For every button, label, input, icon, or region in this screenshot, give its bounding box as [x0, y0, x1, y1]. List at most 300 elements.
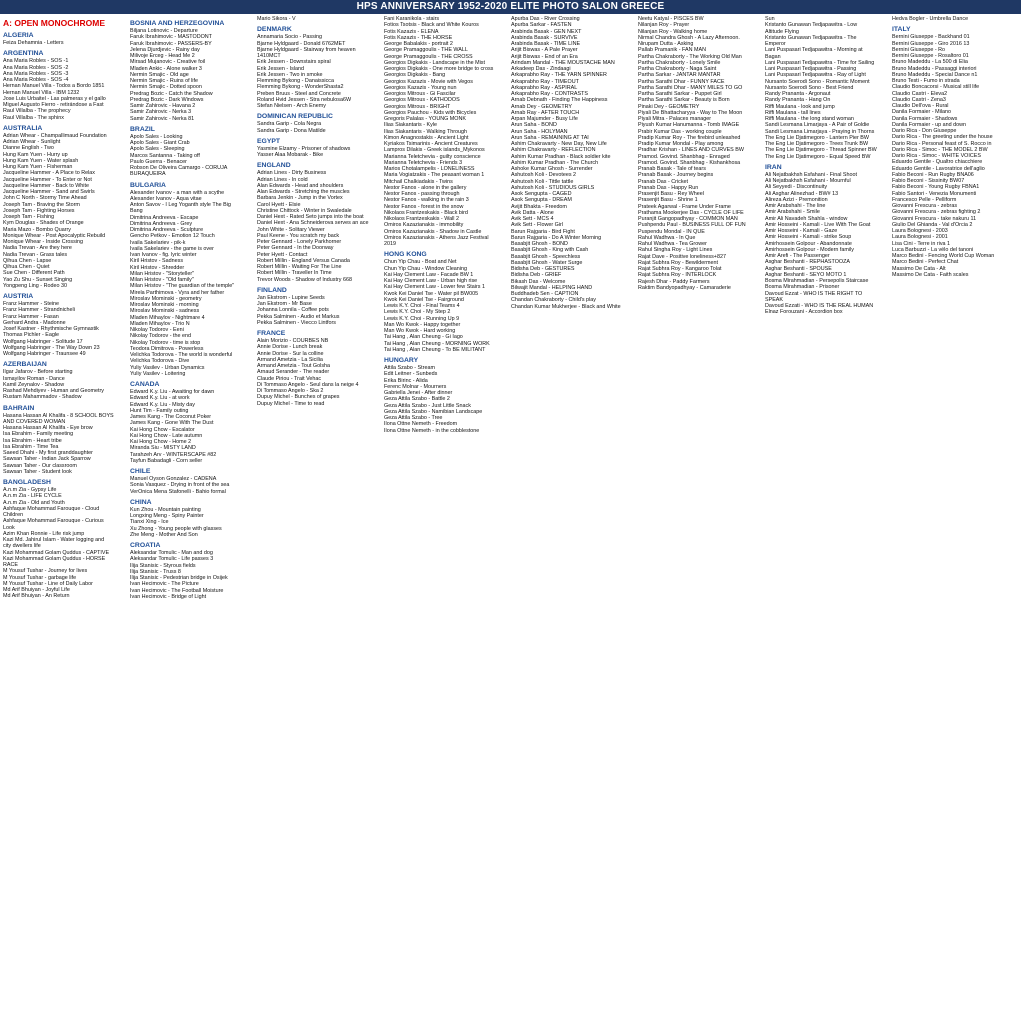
entry-line: Isa Ebrahim - Heart tribe	[3, 437, 62, 444]
entry-line: Ana Maria Robles - SOS -3	[3, 70, 69, 77]
entry-line: Adrian Whear - Champallimaud Foundation	[3, 132, 107, 139]
entry-line: Amir Hosseini - Kamali - Live With The Goat	[765, 221, 871, 228]
entry-line: Hunt Tim - Family outing	[130, 407, 189, 414]
entry-line: Zhe Meng - Mother And Son	[130, 531, 198, 538]
country-heading: CANADA	[130, 381, 160, 388]
entry-line: Bidisha Deb - GESTURES	[511, 266, 575, 272]
entry-line: Adrian Lines - Dirty Business	[257, 170, 327, 177]
entry-line: Arijit Biswas - End of an Era	[511, 53, 578, 60]
entry-line: Monique Whear - Inside Crossing	[3, 239, 83, 245]
entry-line: Pranab Das - Cricket	[638, 178, 689, 185]
entry-line: Georgios Digkakis - Bang	[384, 72, 446, 79]
entry-line: Ivan Hecimovic - The Picture	[130, 581, 199, 588]
entry-line: Di Tommaso Angelo - Seul dans la neige 4	[257, 381, 359, 388]
entry-line: Kazi Mohammad Golam Quddus - HORSE	[3, 555, 106, 562]
country-heading: FINLAND	[257, 286, 287, 294]
entry-line: Erik Jessen - Island	[257, 65, 305, 72]
entry-line: Pramod. Govind. Shanbhag - Kishankhosa	[638, 159, 741, 166]
entry-line: Lewis K.Y. Choi - Running Up 9	[384, 315, 460, 322]
country-heading: HONG KONG	[384, 251, 427, 259]
entry-line: Partha Sarathi Dhar - MANY MILES TO GO	[638, 84, 743, 91]
entry-line: Wolfgang Habringer - The Way Down 23	[3, 344, 100, 351]
entry-line: Sawsan Taher - Student look	[3, 468, 72, 475]
entry-line: Bikash Das - Welcome	[511, 278, 566, 285]
entry-line: Ilona Ottne Nemeth - in the cobblestone	[384, 427, 480, 434]
entry-line: Kyriakos Tsimarinis - Ancient Creatures	[384, 141, 478, 147]
entry-line: Nadia Trevan - Are they here	[3, 245, 72, 252]
entry-line: Kai Hay Clement Law - Urban high rise	[384, 278, 478, 284]
entry-line: Lani Puspasari Tedjapawitra - Ray of Light	[765, 72, 866, 79]
entry-line: Raul Villalba - The prophecy	[3, 108, 71, 115]
entry-line: Jose Luis Urbaitel - Las palmeras y el gallo	[3, 95, 106, 102]
entry-line: Ashim Chakravarty - REFLECTION	[511, 147, 596, 154]
entry-line: Kai Hong Chow - Home 2	[130, 439, 192, 445]
entry-line: Kai Hong Chow - Late autumn	[130, 432, 203, 439]
entry-line: Hernan Manuel Villa - IBM 1232	[3, 89, 80, 96]
entry-line: Davoud Ezzati - WHO IS THE REAL HUMAN	[765, 303, 874, 309]
entry-line: Bernini Giuseppe - Giro 2016 13	[892, 40, 970, 47]
entry-line: Mladen Mihaylov - Nightmare 4	[130, 314, 205, 321]
entry-line: Annie Dorise - Lunch break	[257, 344, 323, 351]
entry-line: Avik Datta - Alone	[511, 209, 554, 216]
entry-line: Nursanto Soerodi Sono - Romantic Moment	[765, 78, 870, 85]
entry-line: Kiril Hristov - Shredder	[130, 264, 185, 271]
entry-line: Erik Jessen - Downstairs spiral	[257, 59, 331, 66]
entry-line: Franz Hammer - Steine	[3, 301, 60, 307]
entry-line: Kimon Anagnostakis - Ancient Light	[384, 134, 469, 141]
entry-line: Basabjit Ghosh - BOND	[511, 241, 568, 247]
entry-line: Annie Dorise - Sur la colline	[257, 350, 324, 357]
entry-line: Pekka Salminen - Audio et Markus	[257, 313, 340, 320]
entry-line: Miroslav Mominski - morning	[130, 302, 199, 308]
entry-line: Jacqueline Hammer - Sand and Swirls	[3, 189, 95, 195]
entry-line: Marco Bedini - Perfect Chat	[892, 259, 959, 266]
entry-line: Arkaprabho Ray - THE YARN SPINNER	[511, 72, 607, 79]
entry-line: Sue Chen - Different Path	[3, 270, 65, 277]
entry-line: Nestor Fanos - forest in the snow	[384, 203, 464, 210]
entry-line: Arun Saha - REMAINING AT TAI	[511, 134, 589, 141]
entry-line: Maria Vogiatzakis - The peasant woman 1	[384, 172, 485, 179]
entry-line: Bjarne Hyldgaard - Donald 6762MET	[257, 40, 346, 47]
entry-line: Puspendu Mondal - IN QUE	[638, 228, 705, 235]
entry-line: Robert Millin - Waiting For The Line	[257, 264, 342, 270]
entry-line: Partha Sarathi Sarkar - Puppet Girl	[638, 91, 722, 97]
entry-line: Rahul Wadhwa - Tea Grower	[638, 241, 707, 247]
country-heading: CROATIA	[130, 542, 161, 549]
entry-line: Fotis Kazazis - ELENA	[384, 28, 439, 35]
entry-line: Ana Maria Robles - SOS -4	[3, 77, 69, 83]
entry-line: Arun Saha - BOND	[511, 122, 557, 129]
entry-line: Alan Edwards - Head and shoulders	[257, 182, 344, 189]
entry-line: Nirmal Chandra Ghosh - A Lazy Afternoon.	[638, 34, 740, 41]
entry-line: Aleksandar Tomulic - Life passes 3	[130, 556, 214, 563]
entry-line: The Eng Lie Djatimegoro - Lantern Pier BW	[765, 134, 869, 141]
entry-line: Amir Hosseini - Kamali - strike Soup	[765, 234, 852, 241]
entry-line: Alexander Ivanov - a man with a scythe	[130, 189, 225, 196]
entry-line: Basabjit Ghosh - King with Cash	[511, 247, 589, 254]
entry-line: Chandan Kumar Mukherjee - Black and White	[511, 303, 621, 310]
column-2	[127, 14, 254, 1024]
entry-line: Rajesh Dhar - Paddy Farmers	[638, 278, 710, 285]
entry-line: Samir Zahirovic - Nerka 3	[130, 109, 192, 116]
entry-line: Armand Ametzia - Tout Golsha	[257, 363, 331, 369]
entry-line: Dimitrina Andreeva - Escape	[130, 214, 199, 221]
entry-line: Prasenjit Basu - Shrine 1	[638, 197, 698, 204]
entry-line: Samir Zahirovic - Havana 2	[130, 103, 196, 109]
entry-line: BURAQUEIRA	[130, 171, 166, 178]
entry-line: Ismayilov Roman - Dance	[3, 375, 65, 382]
entry-line: Pushpendu Paul - BUSINESS FULL OF FUN	[638, 222, 746, 229]
entry-line: Saeed Dhahi - My first granddaughter	[3, 450, 93, 456]
entry-line: Lisa Cini - Terre in riva 1	[892, 240, 951, 247]
entry-line: Edward K.y. Liu - Awaiting for dawn	[130, 389, 215, 395]
entry-line: Sun	[765, 16, 775, 22]
entry-line: Rajat Subhra Roy - Bewilderment	[638, 259, 718, 266]
entry-line: Trevor Woods - Shadow of Industry 668	[257, 276, 352, 283]
entry-line: Stefan Nielsen - Arch Enemy	[257, 103, 326, 109]
entry-line: Arabinda Basak - GEN NEXT	[511, 28, 582, 35]
country-heading: AZERBAIJAN	[3, 361, 47, 369]
entry-line: Ilias Siakantaris - Walking Through	[384, 128, 467, 135]
entry-line: Asghar Beshanti - SEYO MOTO 1	[765, 271, 847, 278]
entry-line: Arijit Biswas - A Pale Prayer	[511, 47, 578, 54]
entry-line: Geza Attila Szabo - Tree	[384, 415, 443, 421]
entry-line: Ivan Hecimovic - The Football Moisture	[130, 587, 224, 594]
country-heading: HUNGARY	[384, 357, 419, 364]
entry-line: Asghar Beshanti - SPOUSE	[765, 265, 832, 272]
entry-line: Emperor	[765, 41, 786, 47]
entry-line: Kun Zhou - Mountain painting	[130, 506, 201, 513]
entry-line: Omiros Kazazianakis - Athens Jazz Festival	[384, 234, 489, 241]
entry-line: Bilwajit Mandal - HELPING HAND	[511, 284, 593, 291]
entry-line: SPEAK	[765, 296, 783, 303]
entry-line: Jan Ekstrom - Lupine Seeds	[257, 294, 325, 301]
entry-line: Claudio Boncacorsi - Musical still life	[892, 84, 980, 91]
entry-line: Ashoke Kumar Ghosh - Surrender	[511, 166, 593, 172]
entry-line: George Babalakis - portrait 2	[384, 41, 453, 47]
entry-line: Nadia Trevan - Grass tales	[3, 251, 68, 258]
entry-line: Bruno Madeddu - Passaggi interiori	[892, 65, 977, 72]
entry-line: Mirsad Mujanovic - Creative foil	[130, 59, 206, 66]
entry-line: Ali Nejatbakhsh Esfahani - Mournful	[765, 178, 851, 184]
column-3	[254, 14, 381, 1024]
entry-line: Jacqueline Hammer - Back to White	[3, 182, 89, 189]
entry-line: Bang	[130, 208, 143, 215]
entry-line: Partha Sarkar - JANTAR MANTAR	[638, 72, 721, 79]
entry-line: Fabio Beconi - Sissinity BW07	[892, 178, 965, 184]
entry-line: Lampros Dilakis - Greek islands_Mykonos	[384, 147, 485, 154]
entry-line: Nestor Fanos - walking in the rain 3	[384, 197, 469, 204]
entry-line: Ali Seyyedi - Discontinuity	[765, 184, 828, 191]
entry-line: Attila Szabo - Stream	[384, 365, 435, 371]
entry-line: The Eng Lie Djatimegoro - Thread Spinner BW	[765, 147, 877, 154]
entry-line: Nestor Fanos - passing through	[384, 191, 460, 197]
entry-line: Chun Yip Chau - Boat and Net	[384, 259, 457, 266]
entry-line: Claude Piriou - Trait Vehac	[257, 375, 322, 382]
country-heading: BULGARIA	[130, 181, 166, 189]
entry-line: Qihua Chen - Lapse	[3, 257, 52, 264]
entry-line: Amirhossein Golpour - Modern family	[765, 246, 854, 253]
entry-line: Milan Hristov - "Old family"	[130, 277, 194, 283]
entry-line: Sawsan Taher - Indian Jack Sparrow	[3, 456, 91, 463]
entry-line: Geza Attila Szabo - Battle 2	[384, 396, 450, 403]
entry-line: Faruk Ibrahimovic - PASSERS-BY	[130, 40, 212, 47]
entry-line: Bruno Madeddu - Special Dance n1	[892, 71, 978, 78]
entry-line: Danila Formaier - up and down	[892, 121, 967, 128]
entry-line: Peter Gennard - In the Doorway	[257, 245, 334, 252]
entry-line: Sandi Lesmana Limarjaya - A Pair of Goldie	[765, 122, 870, 129]
entry-line: Claudio Castri - Zena3	[892, 96, 946, 103]
entry-line: Xu Zhong - Young people with glasses	[130, 525, 222, 532]
entry-line: Flemming Bykong - WonderShasta2	[257, 84, 344, 91]
entry-line: Marianna Teletchevia - guilty conscience	[384, 153, 481, 160]
entry-line: Pradip Kumar Mondal - Play among	[638, 141, 724, 147]
entry-line: Nermin Smajic - Old age	[130, 71, 189, 78]
entry-line: Sonia Vasquez - Drying in front of the sea	[130, 482, 230, 489]
entry-line: Milan Hristov - "Storyteller"	[130, 270, 195, 277]
entry-line: Rajat Dave - Positive loneliness+827	[638, 253, 726, 260]
column-6	[635, 14, 762, 1024]
entry-line: Hung Kam Yuen - Hurry up	[3, 151, 68, 158]
entry-line: Kristanto Gunawan Tedjapawitra - The	[765, 34, 857, 41]
entry-line: Lani Puspasari Tedjapawitra - Morning at	[765, 47, 863, 54]
entry-line: Puranjit Gangopadhyay - COMMON MAN	[638, 216, 738, 222]
entry-line: Pradip Kumar Roy - The firebird unleashed	[638, 134, 741, 141]
entry-line: Eduardo Gentile - Qualtro chiacchiere	[892, 159, 983, 166]
entry-line: Mladen Mihaylov - Trio N	[130, 320, 190, 327]
country-heading: AUSTRALIA	[3, 124, 43, 132]
entry-line: Barun Rajgaria - Do A Winter Morning	[511, 234, 602, 241]
entry-line: Arun Saha - HOLYMAN	[511, 128, 568, 135]
entry-line: Isa Ebrahim - Time Tea	[3, 443, 59, 450]
entry-line: Avik Sett - MCS 4	[511, 216, 554, 222]
entry-line: Nilanjan Roy - Prayer	[638, 22, 690, 29]
entry-line: 1410MCT	[257, 53, 281, 59]
entry-line: RACE	[3, 562, 18, 568]
entry-line: Ashutosh Koli - STUDIOUS GIRLS	[511, 184, 595, 191]
entry-line: Bruno Testi - Fumo in strada	[892, 78, 960, 84]
entry-line: Edward K.y. Liu - Misty day	[130, 401, 195, 408]
entry-line: Arnab Ray - AFTER TOUCH	[511, 109, 580, 116]
entry-line: Amir Arabshahi - Smile	[765, 209, 820, 216]
entry-line: Ilias Siakantaris - Kyle	[384, 122, 438, 129]
entry-line: Erik Jessen - Two in smoke	[257, 71, 323, 78]
entry-line: Barun Rajgaria - Bird Fight	[511, 228, 575, 235]
entry-line: Milivoje Erceg - Head Me 2	[130, 53, 195, 59]
entry-line: Davoud Ezzat - WHO IS THE RIGHT TO	[765, 290, 863, 297]
entry-line: Samir Zahirovic - Nerka 81	[130, 115, 195, 122]
entry-line: Marianna Teletchevia - Friends 3	[384, 159, 463, 166]
entry-line: Hung Kam Yuen - Fisherman	[3, 164, 73, 170]
entry-line: Basabjit Ghosh - Speechless	[511, 253, 581, 260]
entry-line: Children	[3, 512, 24, 518]
entry-line: Kai Hong Chow - Escalator	[130, 426, 195, 433]
entry-line: Rustam Mahammadov - Shadow	[3, 394, 82, 401]
entry-line: Buddhadeb Sen - CAPTION	[511, 291, 579, 297]
entry-line: Nikolaos Frantzeskakis - Wall 2	[384, 216, 459, 222]
entry-line: Arnaud Serander - The reader	[257, 369, 330, 376]
entry-line: Fabio Santori - Venezia Monumenti	[892, 190, 977, 197]
entry-line: Rashad Mehdiyev - Human and Geometry	[3, 388, 104, 394]
entry-line: Velichka Todorova - The world is wonderful	[130, 352, 233, 358]
entry-line: Kwok Kei Daniel Tse - Water pil BW005	[384, 290, 479, 297]
entry-line: Jacqueline Hammer - A Place to Relax	[3, 170, 95, 177]
entry-line: Hernan Manuel Villa - Todos a Bordo 1851	[3, 83, 105, 90]
entry-line: Kiril Hristov - Sadness	[130, 258, 184, 265]
entry-line: Arkaprabho Ray - ASPIRAL	[511, 84, 578, 91]
entry-line: Lani Puspasari Tedjapawitra - Time for Sailing	[765, 59, 875, 66]
entry-line: Hedva Bogler - Umbrella Dance	[892, 16, 969, 22]
entry-line: Miroslav Mominski - geometry	[130, 295, 202, 302]
entry-line: Ilona Ottne Nemeth - Freedom	[384, 421, 458, 428]
entry-line: Francesco Pelle - Pelliform	[892, 196, 957, 203]
entry-line: Yasmine Elzamy - Prisoner of shadows	[257, 145, 351, 152]
entry-line: Biljana Lotinovic - Departure	[130, 28, 198, 34]
entry-line: Robert Millin - England Versus Canada	[257, 257, 350, 264]
entry-line: Kym Douglas - Shades of Orange	[3, 220, 84, 227]
entry-line: Chandan Chakraborty - Child's play	[511, 297, 596, 304]
entry-line: Longxing Meng - Spiny Painter	[130, 513, 204, 519]
entry-line: Bernini Giuseppe - Backhand 01	[892, 34, 970, 41]
entry-line: Ivaila Sakelariev - pik-k	[130, 239, 186, 246]
entry-line: Georgios Mitrous - BRIGHT	[384, 103, 451, 110]
entry-line: The Eng Lie Djatimegoro - Equal Speed BW	[765, 153, 871, 160]
entry-line: Geza Attila Szabo - Namibian Landscape	[384, 408, 483, 415]
entry-line: Gregoris Palalas - YOUNG MONK	[384, 116, 466, 122]
country-heading: BANGLADESH	[3, 479, 51, 486]
entry-line: Amir Hosseini - Kamali - Gaze	[765, 228, 838, 234]
entry-line: Ashutosh Koli - Devotees 2	[511, 172, 577, 179]
entry-line: A.n.m Zia - LIFE CYCLE	[3, 493, 62, 500]
entry-line: Dario Rica - Simoc - WHITE VOICES	[892, 153, 981, 159]
entry-line: Rajat Subhra Roy - INTERLOCK	[638, 272, 717, 279]
entry-line: Nestor Fanos - alone in the gallery	[384, 184, 467, 191]
entry-line: Joseph Tam - Braving the Storm	[3, 201, 80, 208]
entry-line: Fani Karanikola - stairs	[384, 16, 440, 22]
entry-line: Ali Nejatbakhsh Esfahani - Final Shoot	[765, 171, 857, 178]
entry-line: Tarahzeh Arv - WINTERSCAPE #82	[130, 451, 217, 458]
entry-line: Pranab Basak - Journey begins	[638, 172, 714, 179]
column-5	[508, 14, 635, 1024]
entry-line: Pekka Salminen - Viecco Lintfors	[257, 319, 337, 326]
entry-line: Dianne English - Two	[3, 145, 54, 152]
entry-line: Pranab Basak - Tale of tears	[638, 166, 706, 172]
entry-line: Asghar Beshanti - REPHASTOOZA	[765, 259, 850, 266]
entry-line: Ashim Chakravarty - New Day, New Life	[511, 141, 607, 147]
column-4	[381, 14, 508, 1024]
entry-line: Georgios Mitrous - KATHODOS	[384, 97, 460, 104]
country-heading: BAHRAIN	[3, 404, 35, 412]
entry-line: Bjarne Hyldgaard - Stairway from heaven	[257, 46, 356, 53]
entry-line: Md Arif Bhuiyan - Joyful Life	[3, 587, 70, 593]
entry-line: Ashfaque Mohammad Farouque - Cloud	[3, 505, 100, 512]
entry-line: Amir Arabshahi - The line	[765, 203, 826, 209]
entry-line: Edward K.y. Liu - at work	[130, 395, 190, 402]
entry-line: Giovanni Frescura - zebras fighting 2	[892, 209, 981, 216]
entry-line: Tayfun Babadagli - Corn seller	[130, 457, 203, 464]
entry-line: Miroslav Mominski - sadness	[130, 308, 200, 315]
entry-line: Bernini Giuseppe - Rosaltoro 01	[892, 53, 969, 59]
entry-line: Dario Rica - Personal feast of S. Rocco in	[892, 140, 992, 147]
entry-line: Ashim Kumar Pradhan - Black soldier kite	[511, 153, 611, 160]
entry-line: Altitude Flying	[765, 28, 799, 35]
entry-line: Arpan Majumder - Busy Life	[511, 116, 578, 122]
entry-line: Arnab Debnath - Finding The Happiness	[511, 97, 608, 104]
entry-line: Joseph Tam - Fishing	[3, 214, 55, 220]
entry-line: Anton Savov - I Leg Yoganth style The Big	[130, 202, 231, 208]
entry-line: Hung Kam Yuen - Water splash	[3, 157, 79, 164]
entry-line: Hasana Hassan Al Khalifa - 8 SCHOOL BOYS	[3, 412, 114, 419]
entry-line: Velichka Todorova - Dive	[130, 358, 190, 365]
entry-line: Josef Kastner - Rhythmische Gymnastik	[3, 326, 99, 332]
entry-line: Jacqueline Hammer - To Enter or Not	[3, 176, 92, 183]
entry-line: Rahul Singha Roy - Light Lines	[638, 247, 713, 254]
entry-line: Kazi Md. Jahirul Islam - Water logging and	[3, 537, 105, 543]
entry-line: Georgios Mitrous - Gi Fascilar	[384, 91, 456, 97]
entry-line: Di Tommaso Angelo - Ska 2	[257, 388, 324, 394]
entry-line: Adrian Whear - Sunlight	[3, 139, 61, 145]
entry-line: Edit Leitner - Sunbeds	[384, 371, 438, 378]
entry-line: George Pramaggoulis - THE CROSS	[384, 53, 473, 60]
entry-line: Isa Ebrahim - Family meeting	[3, 431, 74, 438]
entry-line: Georgios Digkakis - Landscape in the Mist	[384, 59, 485, 66]
entry-line: Arindam Mandal - THE MOUSTACHE MAN	[511, 59, 615, 66]
entry-line: Fabio Beconi - Young Rugby FBNA1	[892, 184, 980, 191]
entry-line: Pradhar Krishan - LINES AND CURVES BW	[638, 147, 744, 154]
country-heading: BOSNIA AND HERZEGOVINA	[130, 20, 225, 27]
country-heading: BRAZIL	[130, 125, 155, 133]
entry-line: Predrag Bozic - Catch the Shadow	[130, 90, 213, 97]
entry-line: Peter Hyett - Contact	[257, 251, 308, 258]
entry-line: Wolfgang Habringer - Traunsee 49	[3, 351, 86, 357]
country-heading: ALGERIA	[3, 32, 34, 39]
country-heading: ITALY	[892, 26, 911, 34]
columns-container	[0, 14, 1021, 1024]
entry-line: Ivan Hecimovic - Bridge of Light	[130, 593, 207, 600]
entry-line: Giulio Del Ghianda - Val d'Orcia 2	[892, 221, 973, 228]
entry-line: Christine Chittock - Winter in Swaledale	[257, 207, 352, 214]
entry-line: John C North - Stormy Time Ahead	[3, 195, 87, 202]
country-heading: IRAN	[765, 163, 782, 171]
entry-line: Tai Hang , Alan Cheung - To BE MILITANT	[384, 346, 486, 353]
entry-line: Prathama Mookerjee Das - CYCLE OF LIFE	[638, 209, 744, 216]
entry-line: Nikolay Todorov - time is stop	[130, 339, 201, 346]
entry-line: Yongpeng Ling - Rodeo 30	[3, 282, 67, 289]
entry-line: Marcos Santanna - Taking off	[130, 152, 200, 159]
entry-line: Milan Hristov - "The guardian of the temple"	[130, 283, 235, 290]
entry-line: Ana Maria Robles - SOS -1	[3, 58, 69, 65]
entry-line: Ashfaque Mohammad Farouque - Curious	[3, 518, 104, 525]
entry-line: Pinaki Dey - GEOMETRY	[638, 103, 700, 110]
entry-line: Arkadeep Das - Zindaagi	[511, 66, 571, 72]
entry-line: Ana Maria Robles - SOS -2	[3, 64, 69, 71]
entry-line: Piyali De Bhattacharyya - Way to The Moon	[638, 109, 743, 116]
entry-line: A.n.m Zia - Old and Youth	[3, 499, 65, 506]
entry-line: Arabinda Basak - TIME LINE	[511, 41, 581, 47]
entry-line: Fabio Beconi - Run Rugby BNA06	[892, 171, 974, 178]
entry-line: Laura Bolognesi - 2001	[892, 234, 948, 241]
entry-line: Kazi Mohammad Golam Quddus - CAPTIVE	[3, 549, 110, 556]
entry-line: M Yousuf Tushar - garbage life	[3, 574, 77, 581]
entry-line: Alain Morizio - COURBES NB	[257, 338, 329, 344]
entry-line: Johanna Lonnila - Coffee pots	[257, 307, 329, 314]
entry-line: Marios Chotalampelis - LONELINESS	[384, 166, 475, 172]
entry-line: Paulo Guerra - Benacer	[130, 158, 187, 165]
entry-line: Md Arif Bhuiyan - An Return	[3, 593, 70, 600]
entry-line: Apolo Sales - Looking	[130, 133, 183, 140]
entry-line: Bernini Giuseppe - Ro	[892, 46, 946, 53]
entry-line: Asok Sengupta - DREAM	[511, 197, 572, 204]
